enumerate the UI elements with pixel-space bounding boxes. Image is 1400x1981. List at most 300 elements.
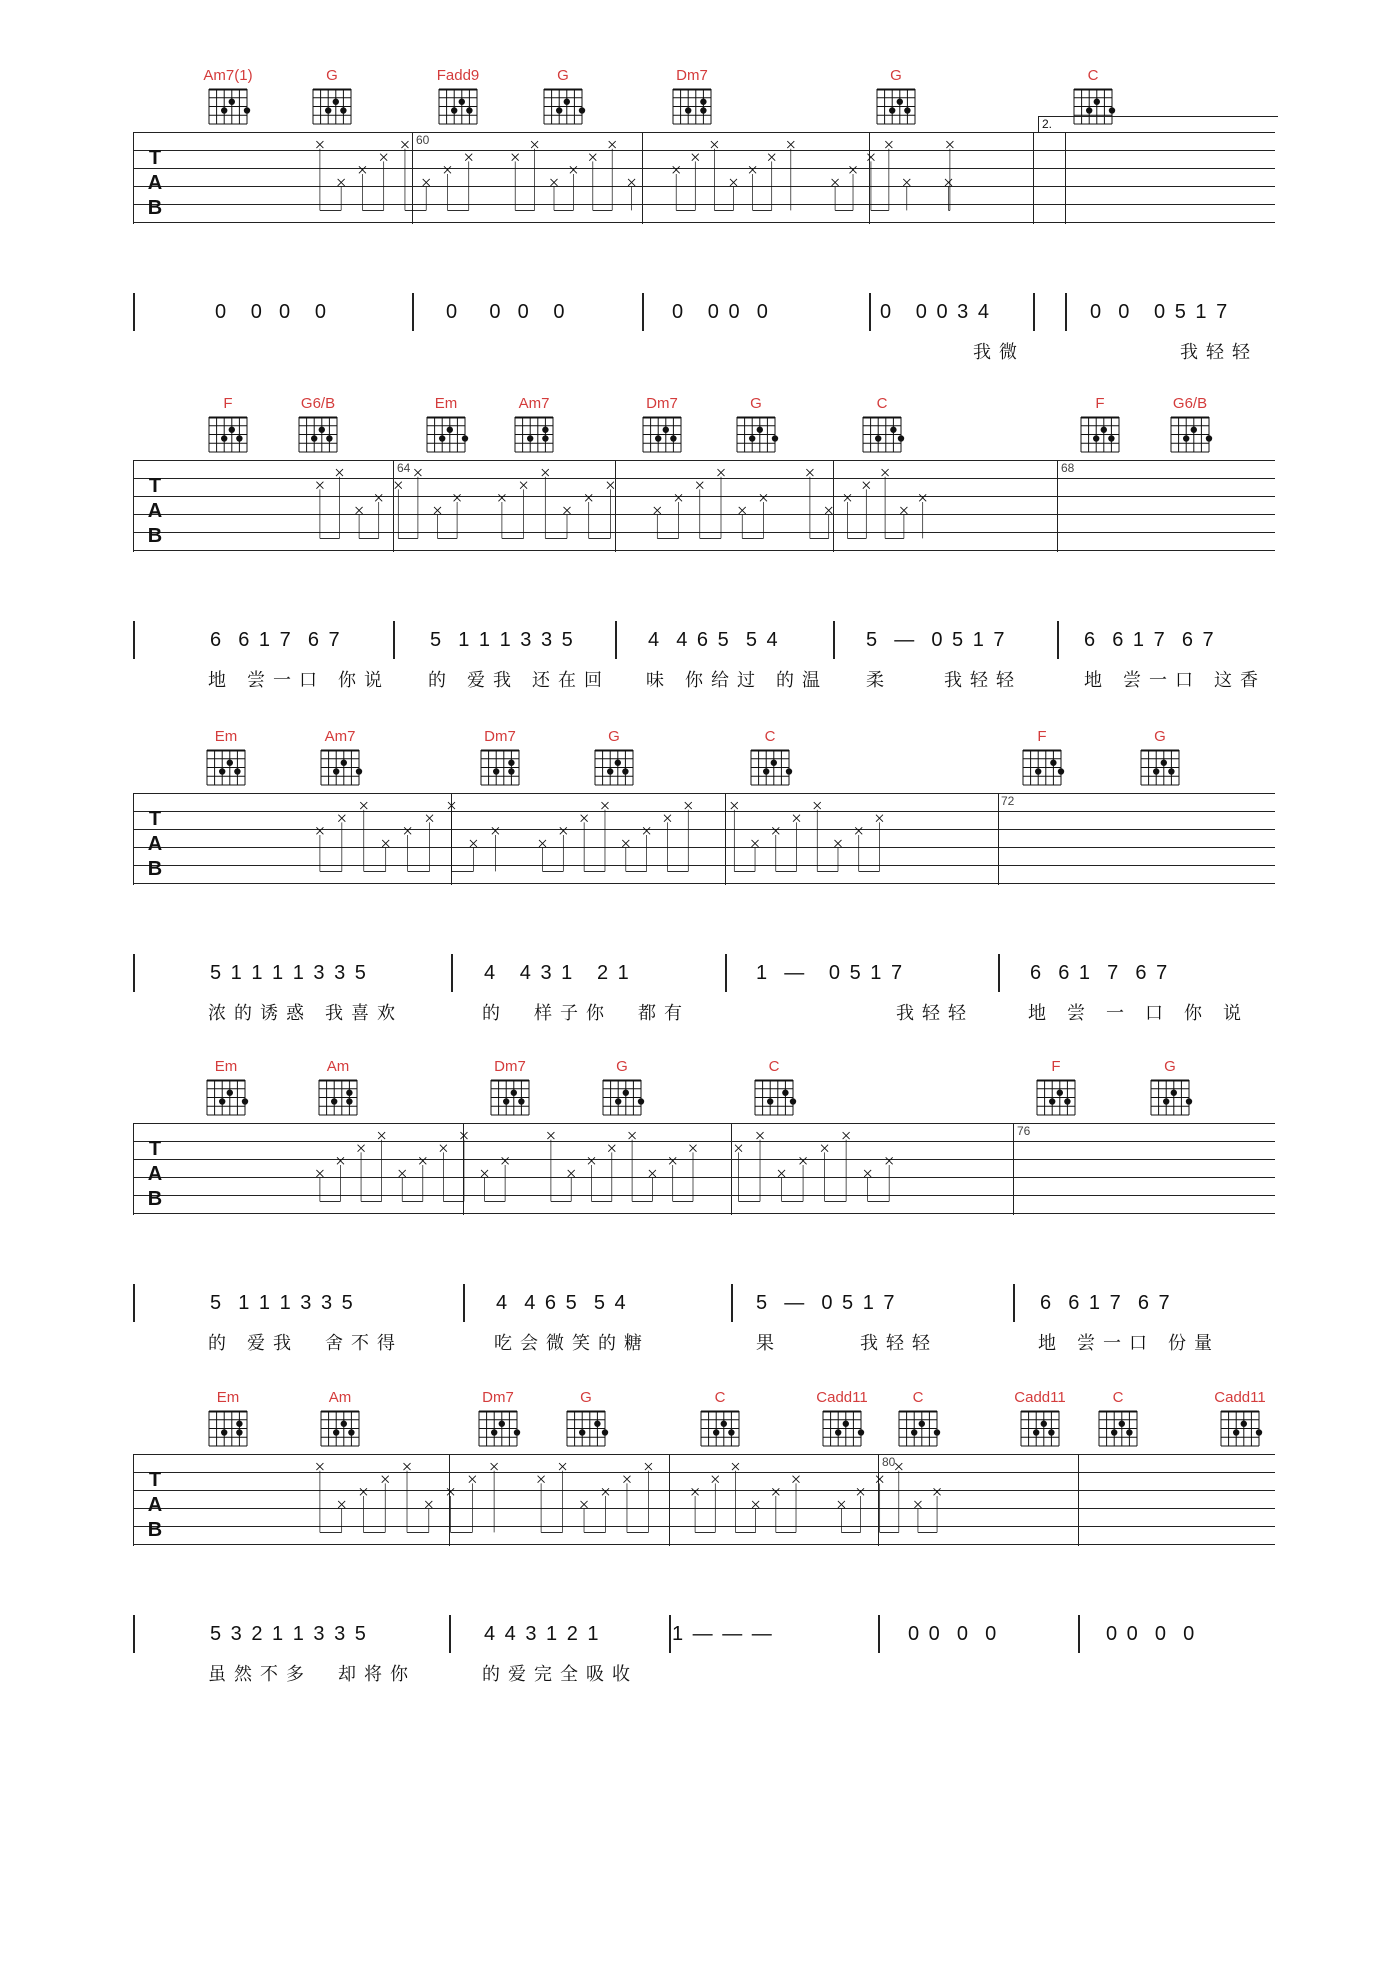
finger-dot [459,99,465,105]
chord-diagram-grid [733,414,779,454]
numbered-notation: 1 — — — [672,1623,774,1645]
staff-line [133,1159,1275,1160]
notation-bar-line [449,1615,451,1653]
tab-clef-letter: B [147,197,163,219]
chord-name: Dm7 [482,1389,514,1406]
chord-name: G [616,1058,628,1075]
notation-bar-line [998,954,1000,992]
chord-diagram [305,729,375,787]
tab-clef-letter: A [147,833,163,855]
chord-name: Am7 [324,728,356,745]
chord-name: G [750,395,762,412]
chord-diagram-grid [295,414,341,454]
numbered-notation: 4 4 6 5 5 4 [496,1292,628,1314]
chord-diagram [423,68,493,126]
tab-staff [133,117,1275,224]
tab-clef [145,1468,165,1543]
chord-diagram [193,68,263,126]
finger-dot [227,1090,233,1096]
chord-diagram [1155,396,1225,454]
chord-diagram [1135,1059,1205,1117]
notation-bar-line [669,1615,671,1653]
staff-line [133,1141,1275,1142]
finger-dot [843,1421,849,1427]
chord-diagram-grid [751,1077,797,1117]
volta-bracket [1038,116,1278,132]
chord-name: Em [216,1389,240,1406]
finger-dot [1206,435,1212,441]
staff-line [133,186,1275,187]
measure-number: 76 [1017,1124,1031,1138]
chord-diagram-grid [1217,1408,1263,1448]
lyric-line: 地 尝一口 你说 [208,670,391,690]
numbered-notation: 0 0 0 0 [215,301,328,323]
staff-line [133,793,1275,794]
chord-diagram [1205,1390,1275,1448]
chord-name: G [1164,1058,1176,1075]
finger-dot [655,435,661,441]
chord-name: G [580,1389,592,1406]
finger-dot [670,435,676,441]
lyric-line: 我轻轻 [896,1003,974,1023]
finger-dot [919,1421,925,1427]
chord-diagram-grid [540,86,586,126]
finger-dot [772,435,778,441]
chord-name: G [326,67,338,84]
tab-system-5 [0,1322,1400,1684]
staff-line [133,532,1275,533]
chord-diagram-grid [309,86,355,126]
finger-dot [911,1429,917,1435]
tab-clef-letter: A [147,500,163,522]
chord-name: Fadd9 [436,67,480,84]
finger-dot [508,760,514,766]
bar-line [1078,1454,1079,1546]
finger-dot [331,1098,337,1104]
measure-number: 80 [882,1455,896,1469]
lyric-line: 我轻轻 [1180,342,1258,362]
finger-dot [348,1429,354,1435]
tab-system-4 [0,991,1400,1353]
lyric-line: 浓的诱惑 我喜欢 [208,1003,404,1023]
finger-dot [542,427,548,433]
numbered-notation: 0 0 0 0 [908,1623,999,1645]
chord-name: Em [214,728,238,745]
finger-dot [1119,1421,1125,1427]
finger-dot [663,427,669,433]
tab-staff [133,793,1275,885]
numbered-notation: 0 0 0 0 [446,301,567,323]
measure-number: 72 [1001,794,1015,808]
chord-name: F [1095,395,1105,412]
chord-name: Dm7 [484,728,516,745]
numbered-notation: 5 — 0 5 1 7 [756,1292,897,1314]
staff-line [133,514,1275,515]
tab-clef-letter: A [147,1494,163,1516]
chord-diagram-grid [317,1408,363,1448]
tab-clef-letter: T [148,147,162,169]
chord-diagram-grid [563,1408,609,1448]
chord-diagram-grid [1147,1077,1193,1117]
chord-diagram [1007,729,1077,787]
staff-line [133,1544,1275,1545]
finger-dot [518,1098,524,1104]
finger-dot [319,427,325,433]
finger-dot [623,1090,629,1096]
chord-name: Dm7 [676,67,708,84]
numbered-notation: 5 1 1 1 3 3 5 [210,1292,355,1314]
notation-bar-line [869,293,871,331]
bar-line [1057,460,1058,552]
tab-clef-letter: T [148,475,162,497]
bar-line [133,1123,134,1215]
notation-bar-line [725,954,727,992]
staff-line [133,1490,1275,1491]
lyric-line: 柔 我轻轻 [866,670,1023,690]
bar-line [833,460,834,552]
chord-diagram-grid [697,1408,743,1448]
chord-name: C [768,1058,780,1075]
tab-staff [133,1454,1275,1546]
bar-line [133,1454,134,1546]
finger-dot [1093,435,1099,441]
chord-name: Cadd11 [816,1389,868,1406]
chord-diagram-grid [1095,1408,1141,1448]
lyric-line: 的 爱我 舍不得 [208,1333,404,1353]
chord-diagram [1125,729,1195,787]
chord-diagram [861,68,931,126]
finger-dot [511,1090,517,1096]
chord-diagram-grid [205,86,251,126]
chord-diagram [191,729,261,787]
finger-dot [1057,1090,1063,1096]
bar-line [1033,132,1034,224]
finger-dot [1101,427,1107,433]
finger-dot [721,1421,727,1427]
lyric-line: 地 尝一口 这香 [1084,670,1267,690]
tab-system-3 [0,661,1400,1023]
tab-clef-letter: B [147,1519,163,1541]
finger-dot [221,435,227,441]
finger-dot [499,1421,505,1427]
chord-diagram-grid [435,86,481,126]
chord-diagram [463,1390,533,1448]
lyric-line: 地 尝 一 口 你 说 [1028,1003,1250,1023]
chord-name: G6/B [1172,395,1208,412]
finger-dot [594,1421,600,1427]
staff-line [133,496,1275,497]
finger-dot [346,1090,352,1096]
finger-dot [356,768,362,774]
notation-bar-line [615,621,617,659]
finger-dot [1168,768,1174,774]
chord-diagram [475,1059,545,1117]
lyric-line: 果 我轻轻 [756,1333,939,1353]
chord-diagram [739,1059,809,1117]
chord-diagram-grid [1017,1408,1063,1448]
chord-diagram [587,1059,657,1117]
finger-dot [221,107,227,113]
numbered-notation: 4 4 6 5 5 4 [648,629,780,651]
chord-name: Am [328,1389,352,1406]
chord-diagram-grid [819,1408,865,1448]
numbered-notation: 0 0 0 5 1 7 [1090,301,1230,323]
finger-dot [219,768,225,774]
staff-line [133,1177,1275,1178]
finger-dot [858,1429,864,1435]
chord-diagram [579,729,649,787]
chord-diagram [847,396,917,454]
chord-diagram-grid [203,1077,249,1117]
bar-line [725,793,726,885]
tab-clef-letter: A [147,1163,163,1185]
measure-number: 68 [1061,461,1075,475]
notation-bar-line [642,293,644,331]
staff-line [133,478,1275,479]
chord-name: F [1037,728,1047,745]
finger-dot [622,768,628,774]
finger-dot [763,768,769,774]
chord-diagram-grid [1137,747,1183,787]
finger-dot [1109,107,1115,113]
finger-dot [615,1098,621,1104]
chord-diagram [465,729,535,787]
finger-dot [615,760,621,766]
chord-diagram [1065,396,1135,454]
finger-dot [934,1429,940,1435]
finger-dot [1048,1429,1054,1435]
chord-diagram-grid [1033,1077,1079,1117]
notation-bar-line [1013,1284,1015,1322]
notation-bar-line [1033,293,1035,331]
finger-dot [1241,1421,1247,1427]
finger-dot [1086,107,1092,113]
numbered-notation: 5 1 1 1 1 3 3 5 [210,962,368,984]
bar-line [669,1454,670,1546]
staff-line [133,811,1275,812]
finger-dot [556,107,562,113]
finger-dot [564,99,570,105]
chord-diagram-grid [859,414,905,454]
staff-line [133,1508,1275,1509]
tab-clef-letter: B [147,1188,163,1210]
chord-diagram-grid [205,414,251,454]
chord-diagram-grid [475,1408,521,1448]
chord-diagram [297,68,367,126]
finger-dot [713,1429,719,1435]
volta-label: 2. [1042,117,1053,131]
staff-line [133,222,1275,223]
finger-dot [1041,1421,1047,1427]
staff-line [133,1213,1275,1214]
finger-dot [607,768,613,774]
chord-name: Am [326,1058,350,1075]
finger-dot [493,768,499,774]
finger-dot [782,1090,788,1096]
finger-dot [514,1429,520,1435]
finger-dot [236,1429,242,1435]
staff-line [133,168,1275,169]
finger-dot [579,107,585,113]
bar-line [463,1123,464,1215]
notation-bar-line [731,1284,733,1322]
finger-dot [897,99,903,105]
chord-diagram [1083,1390,1153,1448]
chord-diagram [191,1059,261,1117]
finger-dot [244,107,250,113]
numbered-notation: 6 6 1 7 6 7 [210,629,342,651]
bar-line [1065,132,1066,224]
staff-line [133,132,1275,133]
finger-dot [875,435,881,441]
notation-bar-line [393,621,395,659]
chord-diagram [193,1390,263,1448]
finger-dot [219,1098,225,1104]
bar-line [1013,1123,1014,1215]
finger-dot [1111,1429,1117,1435]
numbered-notation: 4 4 3 1 2 1 [484,1623,601,1645]
finger-dot [1163,1098,1169,1104]
chord-name: G [890,67,902,84]
finger-dot [236,1421,242,1427]
chord-name: Em [434,395,458,412]
finger-dot [221,1429,227,1435]
finger-dot [1256,1429,1262,1435]
chord-diagram-grid [873,86,919,126]
finger-dot [790,1098,796,1104]
finger-dot [890,427,896,433]
finger-dot [638,1098,644,1104]
staff-line [133,883,1275,884]
chord-diagram-grid [599,1077,645,1117]
staff-line [133,550,1275,551]
chord-name: G [608,728,620,745]
tab-clef-letter: T [148,1138,162,1160]
chord-diagram-grid [669,86,715,126]
finger-dot [229,427,235,433]
finger-dot [728,1429,734,1435]
chord-diagram [627,396,697,454]
finger-dot [1191,427,1197,433]
tab-staff [133,460,1275,552]
finger-dot [1050,760,1056,766]
bar-line [133,132,134,224]
chord-diagram [305,1390,375,1448]
chord-diagram [551,1390,621,1448]
chord-name: C [912,1389,924,1406]
finger-dot [527,435,533,441]
notation-bar-line [133,954,135,992]
finger-dot [234,768,240,774]
lyric-line: 吃会微笑的糖 [494,1333,650,1353]
staff-line [133,1123,1275,1124]
lyric-line: 我微 [973,342,1025,362]
finger-dot [439,435,445,441]
lyric-line: 地 尝一口 份量 [1038,1333,1221,1353]
finger-dot [786,768,792,774]
finger-dot [757,427,763,433]
chord-name: Am7 [518,395,550,412]
finger-dot [771,760,777,766]
chord-diagram-grid [423,414,469,454]
bar-line [615,460,616,552]
numbered-notation: 0 0 0 0 [1106,1623,1197,1645]
chord-name: Dm7 [494,1058,526,1075]
bar-line [133,460,134,552]
chord-diagram [807,1390,877,1448]
chord-diagram-grid [1077,414,1123,454]
finger-dot [1186,1098,1192,1104]
numbered-notation: 0 0 0 0 [672,301,770,323]
bar-line [731,1123,732,1215]
staff-line [133,1195,1275,1196]
finger-dot [503,1098,509,1104]
chord-diagram-grid [317,747,363,787]
staff-line [133,460,1275,461]
chord-diagram [499,396,569,454]
chord-diagram [721,396,791,454]
bar-line [133,793,134,885]
finger-dot [333,1429,339,1435]
notation-bar-line [463,1284,465,1322]
tab-staff [133,1123,1275,1215]
chord-name: C [876,395,888,412]
chord-diagram-grid [1167,414,1213,454]
tab-clef [145,1137,165,1212]
tab-clef-letter: A [147,172,163,194]
finger-dot [749,435,755,441]
staff-line [133,829,1275,830]
chord-diagram-grid [1019,747,1065,787]
numbered-notation: 1 — 0 5 1 7 [756,962,905,984]
notation-bar-line [412,293,414,331]
measure-number: 64 [397,461,411,475]
finger-dot [491,1429,497,1435]
finger-dot [889,107,895,113]
chord-diagram [528,68,598,126]
chord-name: Em [214,1058,238,1075]
finger-dot [1033,1429,1039,1435]
notation-bar-line [133,1284,135,1322]
finger-dot [462,435,468,441]
chord-diagram-grid [747,747,793,787]
finger-dot [466,107,472,113]
tab-system-1 [0,0,1400,362]
finger-dot [325,107,331,113]
staff-line [133,1526,1275,1527]
finger-dot [341,760,347,766]
notation-bar-line [833,621,835,659]
measure-number: 60 [416,133,430,147]
chord-name: Cadd11 [1214,1389,1266,1406]
chord-name: C [714,1389,726,1406]
staff-line [133,1454,1275,1455]
lyric-line: 味 你给过 的温 [646,670,829,690]
finger-dot [1153,768,1159,774]
staff-line [133,150,1275,151]
tab-clef-letter: T [148,808,162,830]
finger-dot [685,107,691,113]
chord-name: G [557,67,569,84]
chord-name: F [1051,1058,1061,1075]
chord-name: G [1154,728,1166,745]
numbered-notation: 5 3 2 1 1 3 3 5 [210,1623,368,1645]
chord-diagram-grid [205,1408,251,1448]
staff-line [133,847,1275,848]
finger-dot [1171,1090,1177,1096]
bar-line [869,132,870,224]
notation-bar-line [451,954,453,992]
